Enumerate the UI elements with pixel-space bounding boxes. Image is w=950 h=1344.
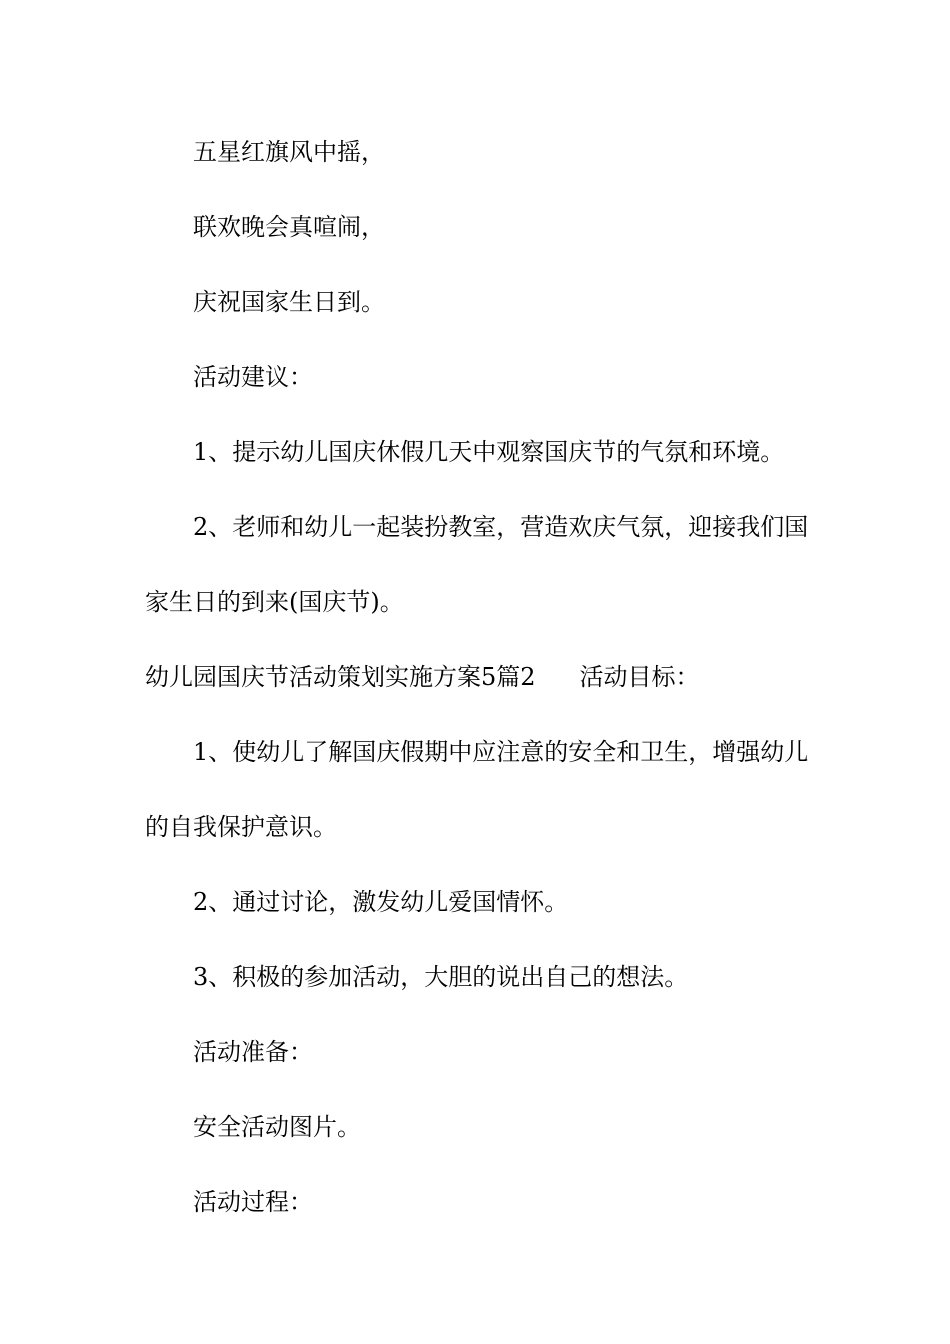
poem-line: 联欢晚会真喧闹， [193,213,385,241]
paragraph-line: 家生日的到来(国庆节)。 [145,588,404,616]
section-label: 活动过程： [193,1188,313,1216]
poem-line: 五星红旗风中摇， [193,138,385,166]
paragraph-line: 2、老师和幼儿一起装扮教室，营造欢庆气氛，迎接我们国 [193,513,809,541]
paragraph-line: 3、积极的参加活动，大胆的说出自己的想法。 [193,963,689,991]
paragraph-line: 2、通过讨论，激发幼儿爱国情怀。 [193,888,569,916]
article-title: 幼儿园国庆节活动策划实施方案5篇2 [145,663,536,691]
section-label: 活动建议： [193,363,313,391]
section-label: 活动目标： [579,663,700,691]
paragraph-line: 的自我保护意识。 [145,813,337,841]
paragraph-line: 1、提示幼儿国庆休假几天中观察国庆节的气氛和环境。 [193,438,785,466]
section-label: 活动准备： [193,1038,313,1066]
paragraph-line: 1、使幼儿了解国庆假期中应注意的安全和卫生，增强幼儿 [193,738,809,766]
paragraph-line: 安全活动图片。 [193,1113,361,1141]
article-heading [145,662,700,692]
poem-line: 庆祝国家生日到。 [193,288,385,316]
